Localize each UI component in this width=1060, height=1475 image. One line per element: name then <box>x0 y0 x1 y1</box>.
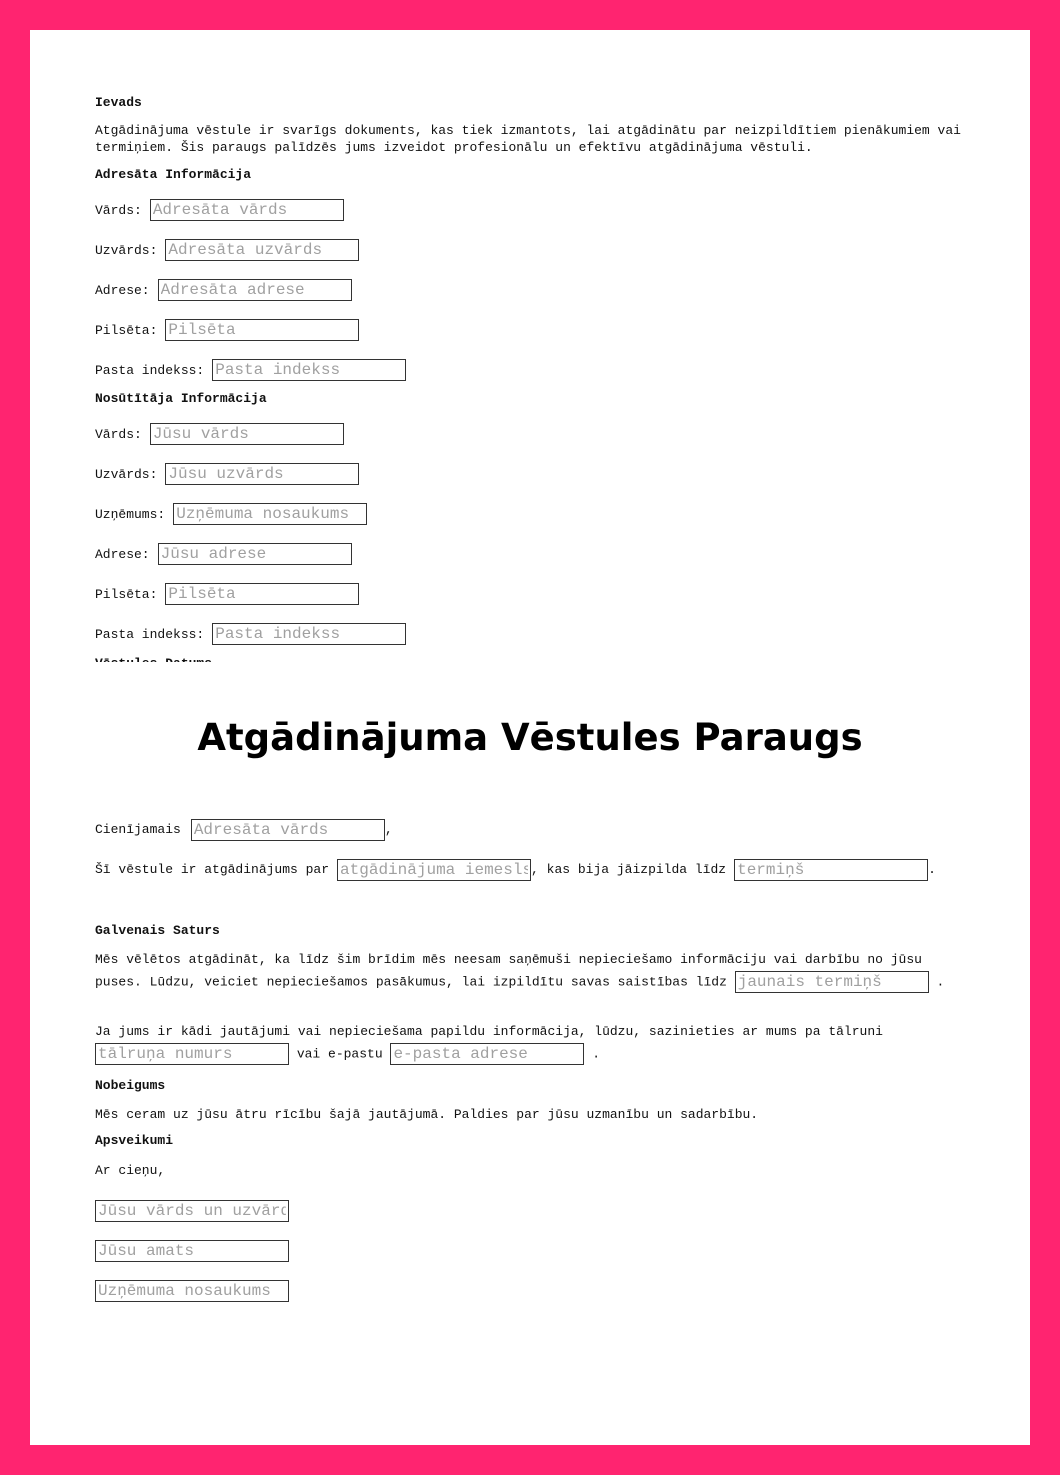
recipient-surname-input[interactable] <box>165 239 359 261</box>
field-label: Uzvārds: <box>95 466 158 482</box>
recipient-surname-row <box>95 230 406 270</box>
sender-surname-row <box>95 454 406 494</box>
signature-name-row <box>95 1191 289 1231</box>
field-label: Adrese: <box>95 546 150 562</box>
main-paragraph-1 <box>95 949 975 993</box>
greeting-name-input[interactable] <box>191 819 385 841</box>
main-heading: Galvenais Saturs <box>95 923 220 938</box>
recipient-city-row <box>95 310 406 350</box>
recipient-city-input[interactable] <box>165 319 359 341</box>
new-deadline-input[interactable] <box>735 971 929 993</box>
main-para2-mid: vai e-pastu <box>296 1046 383 1062</box>
sender-postcode-row <box>95 614 406 654</box>
sender-fields <box>95 414 406 654</box>
sender-heading: Nosūtītāja Informācija <box>95 391 267 406</box>
signature-position-input[interactable] <box>95 1240 289 1262</box>
main-para1-text: Mēs vēlētos atgādināt, ka līdz šim brīdim mēs neesam saņēmuši nepieciešamo informāciju vai darbību no jūsu puses. Lūdzu, veiciet nepieciešamos pasākumus, lai izpildītu savas saistības līdz <box>95 952 922 990</box>
letter-page <box>30 30 1030 1445</box>
sender-surname-input[interactable] <box>165 463 359 485</box>
field-label: Pasta indekss: <box>95 362 205 378</box>
reminder-text-1: Šī vēstule ir atgādinājums par <box>95 862 330 877</box>
intro-text: Atgādinājuma vēstule ir svarīgs dokuments, kas tiek izmantots, lai atgādinātu par neizpildītiem pienākumiem vai termiņiem. Šis paraugs palīdzēs jums izveidot profesionālu un efektīvu atgādinājuma vēstuli. <box>95 123 961 155</box>
sender-city-row <box>95 574 406 614</box>
closing-heading: Nobeigums <box>95 1078 166 1093</box>
greeting-suffix: , <box>384 822 393 837</box>
sender-city-input[interactable] <box>165 583 359 605</box>
field-label: Pasta indekss: <box>95 626 205 642</box>
field-label: Pilsēta: <box>95 322 158 338</box>
signature-company-row <box>95 1271 289 1311</box>
greeting-prefix: Cienījamais <box>95 822 181 837</box>
sender-company-input[interactable] <box>173 503 367 525</box>
signature-position-row <box>95 1231 289 1271</box>
letter-top-section <box>30 30 1030 662</box>
recipient-heading: Adresāta Informācija <box>95 167 252 182</box>
reminder-text-3: . <box>928 862 936 877</box>
field-label: Uzņēmums: <box>95 506 166 522</box>
sender-address-input[interactable] <box>158 543 352 565</box>
signature-fields <box>95 1191 289 1311</box>
field-label: Adrese: <box>95 282 150 298</box>
recipient-postcode-row <box>95 350 406 390</box>
greeting-line <box>95 819 393 841</box>
closing-text: Mēs ceram uz jūsu ātru rīcību šajā jautājumā. Paldies par jūsu uzmanību un sadarbību. <box>95 1107 759 1122</box>
recipient-address-input[interactable] <box>158 279 352 301</box>
reminder-deadline-input[interactable] <box>734 859 928 881</box>
recipient-address-row <box>95 270 406 310</box>
letter-body <box>30 815 1030 1335</box>
signoff-text: Ar cieņu, <box>95 1163 166 1178</box>
field-label: Vārds: <box>95 202 142 218</box>
recipient-fields <box>95 190 406 390</box>
email-input[interactable] <box>390 1043 584 1065</box>
signature-company-input[interactable] <box>95 1280 289 1302</box>
signoff-heading: Apsveikumi <box>95 1133 174 1148</box>
reminder-line <box>95 859 936 881</box>
phone-input[interactable] <box>95 1043 289 1065</box>
field-label: Uzvārds: <box>95 242 158 258</box>
main-para2-text: Ja jums ir kādi jautājumi vai nepieciešama papildu informācija, lūdzu, sazinieties ar mums pa tālruni <box>95 1024 883 1039</box>
sender-address-row <box>95 534 406 574</box>
sender-company-row <box>95 494 406 534</box>
signature-name-input[interactable] <box>95 1200 289 1222</box>
main-para2-end: . <box>592 1046 601 1062</box>
sender-name-input[interactable] <box>150 423 344 445</box>
reminder-reason-input[interactable] <box>337 859 531 881</box>
reminder-text-2: , kas bija jāizpilda līdz <box>531 862 727 877</box>
sender-postcode-input[interactable] <box>212 623 406 645</box>
main-paragraph-2 <box>95 1021 975 1065</box>
field-label: Vārds: <box>95 426 142 442</box>
main-para1-end: . <box>936 974 945 990</box>
intro-heading: Ievads <box>95 95 142 110</box>
sender-name-row <box>95 414 406 454</box>
recipient-name-input[interactable] <box>150 199 344 221</box>
field-label: Pilsēta: <box>95 586 158 602</box>
recipient-name-row <box>95 190 406 230</box>
page-title: Atgādinājuma Vēstules Paraugs <box>197 716 863 759</box>
recipient-postcode-input[interactable] <box>212 359 406 381</box>
